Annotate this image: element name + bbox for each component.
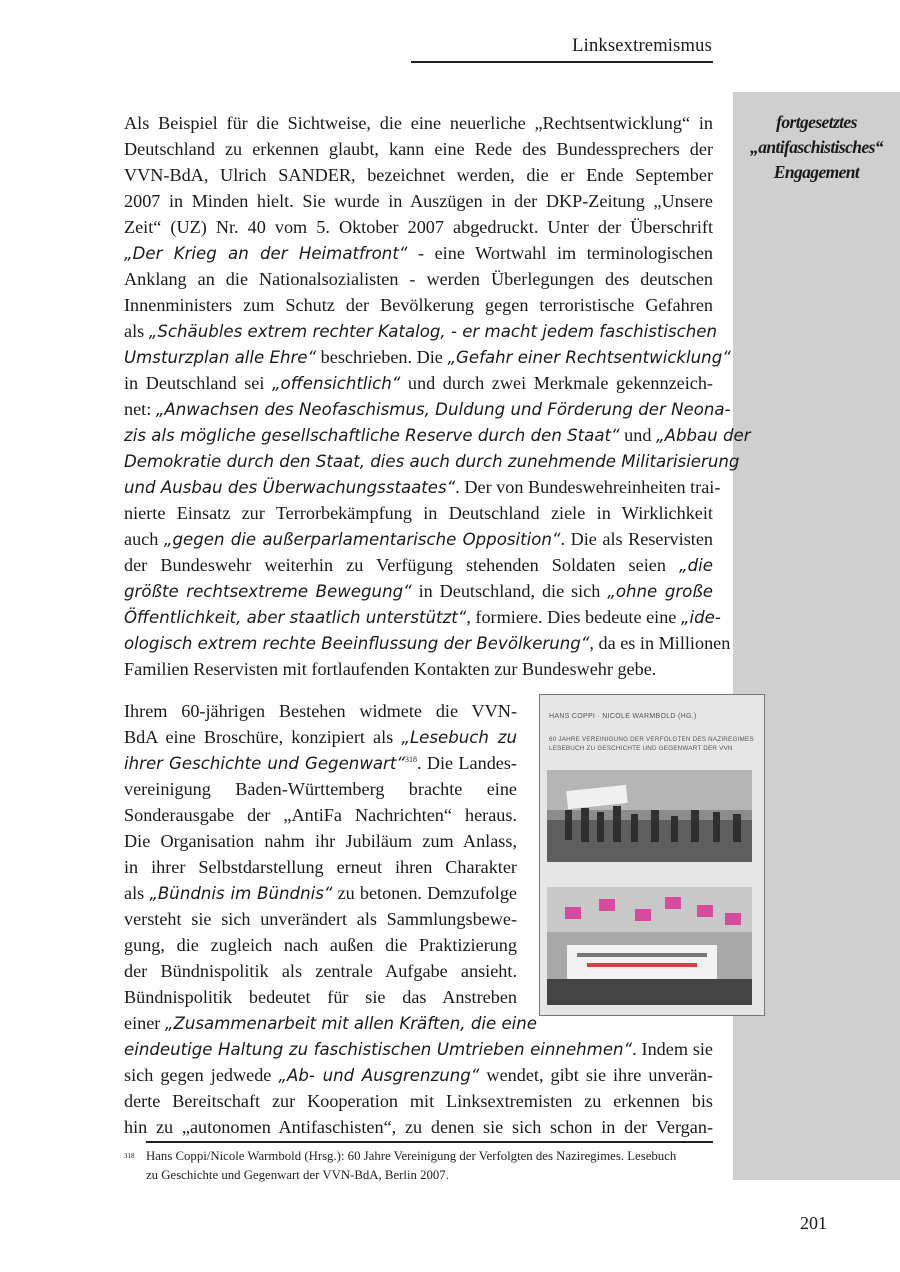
text-run: als: [124, 883, 150, 903]
paragraph1-line: [124, 500, 713, 526]
paragraph1-line: [124, 136, 713, 162]
quoted-text: „gegen die außerparlamentarische Opposition“: [163, 530, 561, 549]
text-run: , da es in Millionen: [589, 633, 731, 653]
text-run: zu betonen. Demzufolge: [332, 883, 517, 903]
paragraph1-line: [124, 370, 713, 396]
footnote-line: zu Geschichte und Gegenwart der VVN-BdA, Berlin 2007.: [146, 1168, 449, 1182]
margin-note-line: „antifaschistisches“: [750, 137, 883, 157]
quoted-text: „Ab- und Ausgrenzung“: [278, 1066, 480, 1085]
header-rule: [411, 61, 713, 63]
footnote-ref: 318: [404, 754, 417, 764]
text-run: Familien Reservisten mit fortlaufenden Kontakten zur Bundeswehr gebe.: [124, 659, 657, 679]
text-run: net:: [124, 399, 156, 419]
text-run: hin zu „autonomen Antifaschisten“, zu denen sie sich schon in der Vergan-: [124, 1117, 713, 1137]
figure-title-line: 60 JAHRE VEREINIGUNG DER VERFOLGTEN DES NAZIREGIMES: [549, 736, 754, 743]
text-run: Anklang an die Nationalsozialisten - werden Überlegungen des deutschen: [124, 269, 713, 289]
quoted-text: „Lesebuch zu: [401, 728, 517, 747]
paragraph1-line: [124, 292, 713, 318]
quoted-text: „Anwachsen des Neofaschismus, Duldung und Förderung der Neona-: [155, 400, 731, 419]
paragraph2-line: [124, 802, 517, 828]
text-run: Bündnispolitik bedeutet für sie das Anstreben: [124, 987, 517, 1007]
paragraph1-line: [124, 422, 751, 448]
text-run: beschrieben. Die: [316, 347, 448, 367]
paragraph2-line: [124, 880, 517, 906]
footnote-line: Hans Coppi/Nicole Warmbold (Hrsg.): 60 Jahre Vereinigung der Verfolgten des Naziregimes. Lesebuch: [146, 1149, 677, 1163]
quoted-text: „Bündnis im Bündnis“: [149, 884, 333, 903]
text-run: in Deutschland, die sich: [411, 581, 608, 601]
paragraph2-line: [124, 1088, 713, 1114]
quoted-text: „Zusammenarbeit mit allen Kräften, die eine: [164, 1014, 537, 1033]
text-run: Sonderausgabe der „AntiFa Nachrichten“ heraus.: [124, 805, 517, 825]
quoted-text: „Schäubles extrem rechter Katalog, - er macht jedem faschistischen: [148, 322, 717, 341]
text-run: versteht sie sich unverändert als Sammlungsbewe-: [124, 909, 517, 929]
footnote-number: 318: [124, 1152, 135, 1160]
paragraph1-line: [124, 110, 713, 136]
text-run: . Indem sie: [632, 1039, 713, 1059]
quoted-text: größte rechtsextreme Bewegung“: [124, 582, 412, 601]
paragraph1-line: [124, 344, 731, 370]
text-run: Als Beispiel für die Sichtweise, die eine neuerliche „Rechtsentwicklung“ in: [124, 113, 713, 133]
text-run: Deutschland zu erkennen glaubt, kann eine Rede des Bundessprechers der: [124, 139, 713, 159]
paragraph2-line: [124, 984, 517, 1010]
text-run: BdA eine Broschüre, konzipiert als: [124, 727, 402, 747]
text-run: sich gegen jedwede: [124, 1065, 279, 1085]
text-run: auch: [124, 529, 164, 549]
text-run: der Bundeswehr weiterhin zu Verfügung stehenden Soldaten seien: [124, 555, 680, 575]
paragraph2-line: [124, 1062, 713, 1088]
text-run: , formiere. Dies bedeute eine: [466, 607, 681, 627]
quoted-text: ologisch extrem rechte Beeinflussung der Bevölkerung“: [124, 634, 590, 653]
paragraph1-line: [124, 526, 713, 552]
paragraph2-line: [124, 724, 517, 750]
paragraph2-line: [124, 1114, 713, 1140]
figure-title-line: LESEBUCH ZU GESCHICHTE UND GEGENWART DER VVN: [549, 745, 733, 752]
quoted-text: und Ausbau des Überwachungsstaates“: [124, 478, 456, 497]
paragraph1-line: [124, 604, 721, 630]
text-run: gung, die zugleich nach außen die Praktizierung: [124, 935, 517, 955]
paragraph1-line: [124, 578, 713, 604]
quoted-text: „Abbau der: [656, 426, 751, 445]
paragraph2-line: [124, 958, 517, 984]
paragraph2-line: [124, 776, 517, 802]
figure-photo-bottom: [547, 887, 752, 1005]
figure-title: [549, 735, 759, 753]
text-run: und durch zwei Merkmale gekennzeich-: [400, 373, 713, 393]
paragraph2-line: [124, 828, 517, 854]
quoted-text: „Der Krieg an der Heimatfront“: [124, 244, 408, 263]
text-run: . Die Landes-: [416, 753, 517, 773]
brochure-cover-figure: [539, 694, 765, 1016]
margin-note-line: Engagement: [773, 162, 860, 182]
quoted-text: zis als mögliche gesellschaftliche Reserve durch den Staat“: [124, 426, 620, 445]
quoted-text: „ohne große: [607, 582, 713, 601]
text-run: und: [619, 425, 656, 445]
text-run: . Der von Bundeswehreinheiten trai-: [455, 477, 721, 497]
footnote-rule: [146, 1141, 713, 1143]
paragraph1-line: [124, 214, 713, 240]
paragraph2-line: [124, 698, 517, 724]
margin-note: [733, 110, 900, 185]
quoted-text: „Gefahr einer Rechtsentwicklung“: [447, 348, 731, 367]
figure-photo-top: [547, 770, 752, 862]
paragraph2-line: [124, 932, 517, 958]
paragraph1-line: [124, 552, 713, 578]
paragraph1-line: [124, 318, 717, 344]
paragraph2-line: [124, 906, 517, 932]
quoted-text: „die: [679, 556, 713, 575]
text-run: Die Organisation nahm ihr Jubiläum zum Anlass,: [124, 831, 517, 851]
text-run: einer: [124, 1013, 165, 1033]
text-run: derte Bereitschaft zur Kooperation mit Linksextremisten zu erkennen bis: [124, 1091, 713, 1111]
quoted-text: Öffentlichkeit, aber staatlich unterstützt“: [124, 608, 467, 627]
text-run: . Die als Reservisten: [560, 529, 713, 549]
text-run: nierte Einsatz zur Terrorbekämpfung in Deutschland ziele in Wirklichkeit: [124, 503, 713, 523]
paragraph1-line: [124, 188, 713, 214]
quoted-text: eindeutige Haltung zu faschistischen Umtrieben einnehmen“: [124, 1040, 633, 1059]
footnote: [146, 1147, 713, 1185]
running-header: Linksextremismus: [572, 36, 712, 56]
text-run: VVN-BdA, Ulrich SANDER, bezeichnet werden, die er Ende September: [124, 165, 713, 185]
paragraph1-line: [124, 448, 740, 474]
text-run: - eine Wortwahl im terminologischen: [407, 243, 713, 263]
paragraph2-line: [124, 1010, 537, 1036]
text-run: in ihrer Selbstdarstellung erneut ihren Charakter: [124, 857, 517, 877]
paragraph1-line: [124, 656, 713, 682]
text-run: vereinigung Baden-Württemberg brachte eine: [124, 779, 517, 799]
paragraph1-line: [124, 162, 713, 188]
text-run: Ihrem 60-jährigen Bestehen widmete die VVN-: [124, 701, 517, 721]
text-run: als: [124, 321, 149, 341]
text-run: Zeit“ (UZ) Nr. 40 vom 5. Oktober 2007 abgedruckt. Unter der Überschrift: [124, 217, 713, 237]
page-number: 201: [800, 1213, 827, 1233]
paragraph1-line: [124, 630, 731, 656]
paragraph1-line: [124, 474, 721, 500]
text-run: wendet, gibt sie ihre unverän-: [479, 1065, 713, 1085]
text-run: 2007 in Minden hielt. Sie wurde in Auszügen in der DKP-Zeitung „Unsere: [124, 191, 713, 211]
paragraph2-line: [124, 750, 517, 776]
paragraph2-line: [124, 854, 517, 880]
paragraph2-line: [124, 1036, 713, 1062]
paragraph1-line: [124, 396, 731, 422]
text-run: in Deutschland sei: [124, 373, 273, 393]
paragraph1-line: [124, 266, 713, 292]
quoted-text: „ide-: [680, 608, 721, 627]
quoted-text: Demokratie durch den Staat, dies auch durch zunehmende Militarisierung: [124, 452, 740, 471]
margin-note-line: fortgesetztes: [776, 112, 857, 132]
text-run: der Bündnispolitik als zentrale Aufgabe ansieht.: [124, 961, 517, 981]
text-run: Innenministers zum Schutz der Bevölkerung gegen terroristische Gefahren: [124, 295, 713, 315]
quoted-text: „offensichtlich“: [272, 374, 401, 393]
figure-editors: HANS COPPI · NICOLE WARMBOLD (HG.): [549, 713, 697, 720]
paragraph1-line: [124, 240, 713, 266]
margin-bar: [733, 92, 900, 1180]
quoted-text: Umsturzplan alle Ehre“: [124, 348, 317, 367]
quoted-text: ihrer Geschichte und Gegenwart“: [124, 754, 405, 773]
